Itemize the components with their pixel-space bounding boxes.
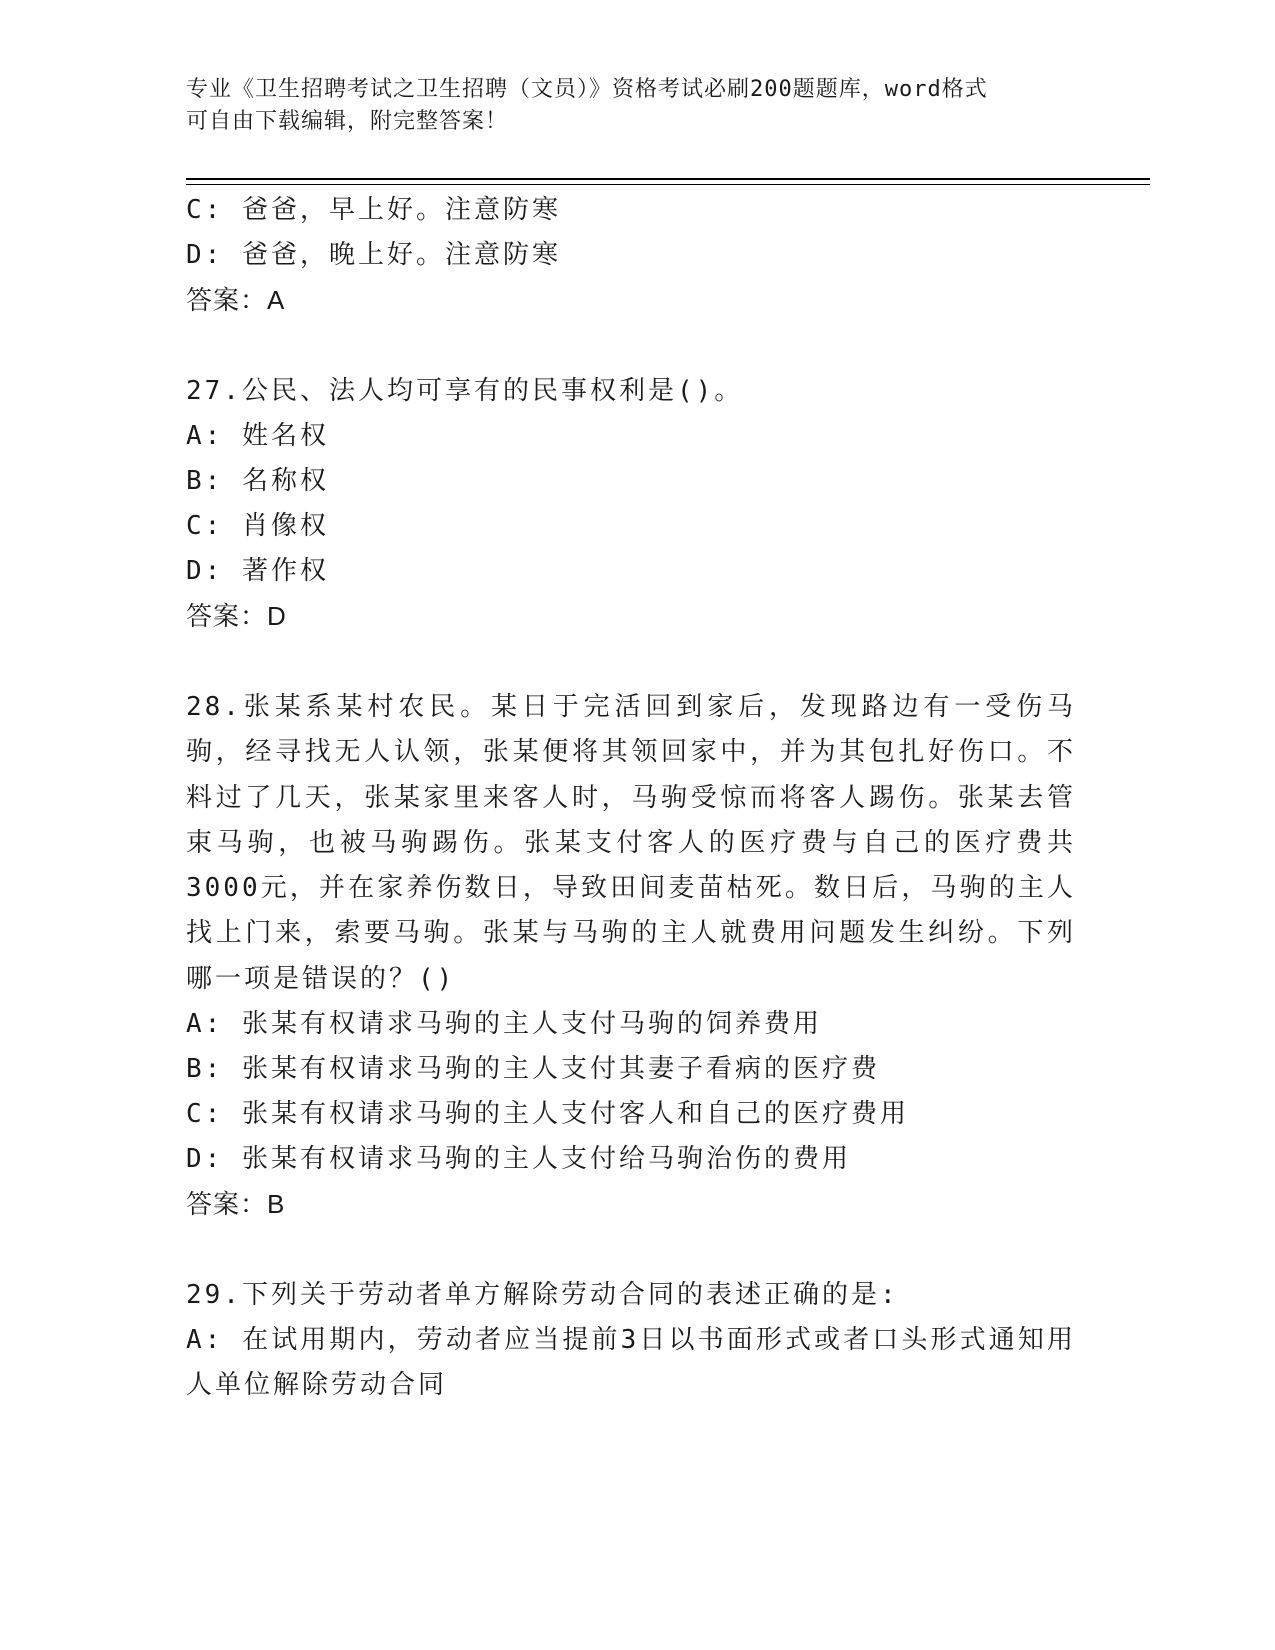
question-stem: 28.张某系某村农民。某日于完活回到家后，发现路边有一受伤马驹，经寻找无人认领，张某便将其领回家中，并为其包扎好伤口。不料过了几天，张某家里来客人时，马驹受惊而将客人踢伤。张某去管束马驹，也被马驹踢伤。张某支付客人的医疗费与自己的医疗费共3000元，并在家养伤数日，导致田间麦苗枯死。数日后，马驹的主人找上门来，索要马驹。张某与马驹的主人就费用问题发生纠纷。下列哪一项是错误的？() bbox=[186, 692, 1076, 994]
option-c: C: 张某有权请求马驹的主人支付客人和自己的医疗费用 bbox=[186, 1099, 909, 1130]
question-stem: 27.公民、法人均可享有的民事权利是()。 bbox=[186, 376, 744, 406]
header-rule-thin bbox=[186, 184, 1150, 185]
spacer bbox=[186, 1227, 1076, 1273]
header-line-1: 专业《卫生招聘考试之卫生招聘（文员）》资格考试必刷200题题库，word格式 bbox=[186, 77, 988, 102]
answer: 答案：B bbox=[186, 1189, 286, 1220]
header-rule-thick bbox=[186, 178, 1150, 180]
document-header bbox=[186, 74, 1066, 138]
header-line-2: 可自由下载编辑，附完整答案！ bbox=[186, 109, 509, 134]
spacer bbox=[186, 639, 1076, 685]
option-a: A: 张某有权请求马驹的主人支付马驹的饲养费用 bbox=[186, 1009, 822, 1040]
option-d: D: 爸爸，晚上好。注意防寒 bbox=[186, 240, 561, 270]
option-c: C: 肖像权 bbox=[186, 511, 329, 541]
question-content bbox=[186, 188, 1076, 1409]
option-c: C: 爸爸，早上好。注意防寒 bbox=[186, 195, 561, 225]
spacer bbox=[186, 323, 1076, 369]
option-b: B: 张某有权请求马驹的主人支付其妻子看病的医疗费 bbox=[186, 1054, 880, 1085]
option-d: D: 著作权 bbox=[186, 556, 329, 586]
option-d: D: 张某有权请求马驹的主人支付给马驹治伤的费用 bbox=[186, 1144, 851, 1175]
question-28 bbox=[186, 685, 1076, 1227]
option-a: A: 姓名权 bbox=[186, 421, 329, 451]
option-b: B: 名称权 bbox=[186, 466, 329, 496]
question-29 bbox=[186, 1273, 1076, 1409]
answer: 答案：A bbox=[186, 285, 286, 315]
question-stem: 29.下列关于劳动者单方解除劳动合同的表述正确的是: bbox=[186, 1280, 899, 1311]
answer: 答案：D bbox=[186, 601, 287, 631]
option-a: A: 在试用期内，劳动者应当提前3日以书面形式或者口头形式通知用人单位解除劳动合同 bbox=[186, 1325, 1076, 1401]
question-26-tail bbox=[186, 188, 1076, 323]
question-27 bbox=[186, 369, 1076, 639]
